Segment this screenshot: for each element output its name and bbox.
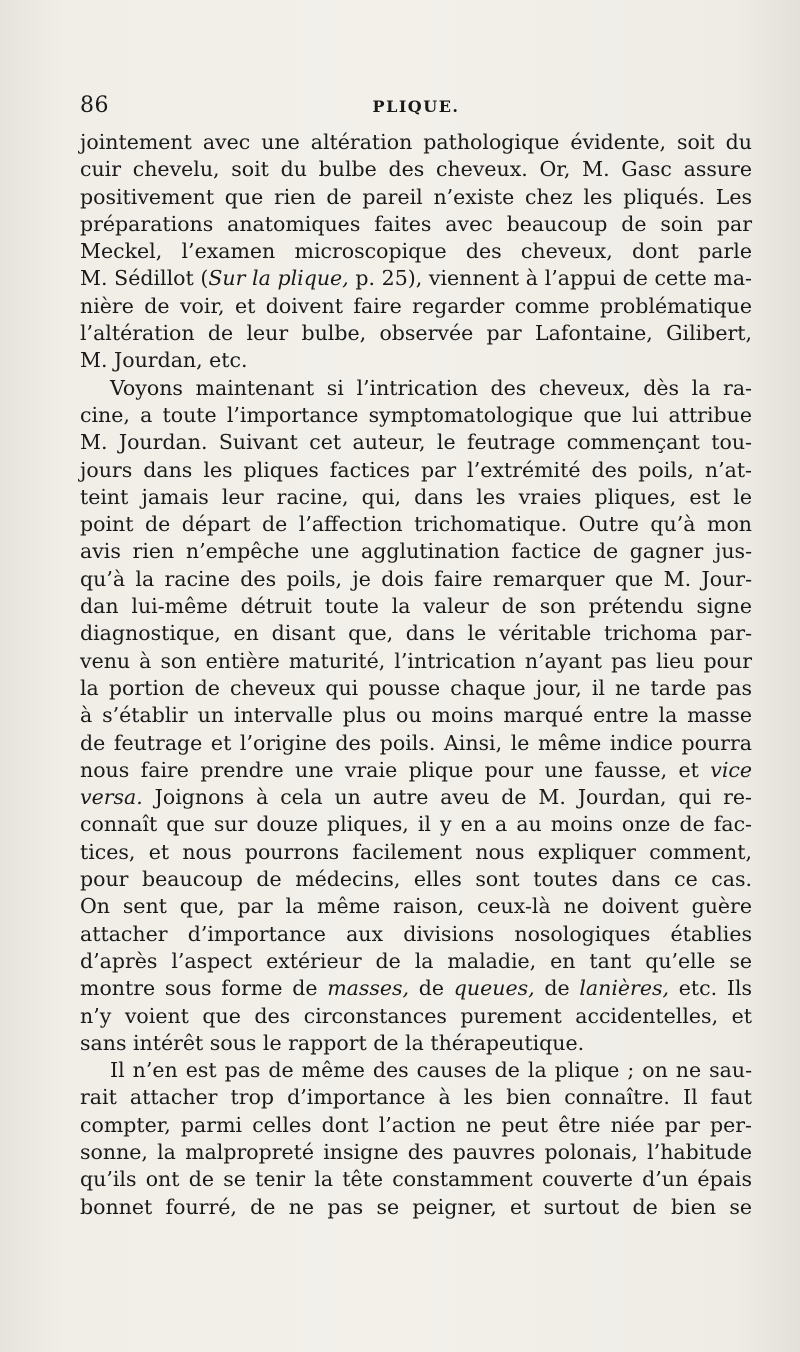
text-line: positivement que rien de pareil n’existe chez les pliqués. Les [80, 184, 752, 209]
text-run: de [409, 976, 454, 1001]
italic-term: masses, [327, 976, 410, 1001]
italic-phrase: vice [710, 757, 752, 782]
text-run: de [534, 976, 580, 1001]
text-line: l’altération de leur bulbe, observée par Lafontaine, Gilibert, [80, 321, 752, 346]
text-line: On sent que, par la même raison, ceux-là ne doivent guère [80, 894, 752, 919]
text-line: connaît que sur douze pliques, il y en a au moins onze de fac- [80, 812, 752, 837]
text-line [80, 784, 752, 811]
text-line: bonnet fourré, de ne pas se peigner, et surtout de bien se [80, 1194, 752, 1219]
text-line: point de départ de l’affection trichomatique. Outre qu’à mon [80, 512, 752, 537]
text-line: dan lui-même détruit toute la valeur de son prétendu signe [80, 594, 752, 619]
text-line: cine, a toute l’importance symptomatologique que lui attribue [80, 402, 752, 427]
text-line: la portion de cheveux qui pousse chaque jour, il ne tarde pas [80, 675, 752, 700]
text-line: Voyons maintenant si l’intrication des cheveux, dès la ra- [110, 375, 752, 400]
text-line: jointement avec une altération pathologique évidente, soit du [80, 130, 752, 154]
italic-term: lanières, [579, 976, 669, 1001]
text-run: nous faire prendre une vraie plique pour une fausse, et [80, 757, 711, 782]
text-line: sonne, la malpropreté insigne des pauvres polonais, l’habitude [80, 1139, 752, 1164]
text-line: M. Jourdan, etc. [80, 348, 248, 373]
text-run: Joignons à cela un autre aveu de M. Jourdan, qui re- [142, 785, 752, 810]
text-line: cuir chevelu, soit du bulbe des cheveux. Or, M. Gasc assure [80, 157, 752, 182]
text-line: préparations anatomiques faites avec beaucoup de soin par [80, 211, 752, 236]
text-line: Meckel, l’examen microscopique des cheveux, dont parle [80, 239, 752, 264]
text-line: rait attacher trop d’importance à les bien connaître. Il faut [80, 1085, 752, 1110]
text-line [80, 265, 752, 292]
text-line: attacher d’importance aux divisions nosologiques établies [80, 921, 752, 946]
text-line: compter, parmi celles dont l’action ne peut être niée par per- [80, 1112, 752, 1137]
running-head: PLIQUE. [372, 97, 460, 116]
text-line: venu à son entière maturité, l’intrication n’ayant pas lieu pour [80, 648, 752, 673]
text-line: avis rien n’empêche une agglutination factice de gagner jus- [80, 539, 752, 564]
italic-phrase: versa. [80, 785, 143, 810]
text-line: diagnostique, en disant que, dans le véritable trichoma par- [80, 621, 752, 646]
text-run: etc. Ils [669, 976, 752, 1001]
text-line: teint jamais leur racine, qui, dans les vraies pliques, est le [80, 484, 752, 509]
text-line: Il n’en est pas de même des causes de la plique ; on ne sau- [110, 1058, 752, 1083]
body-text [80, 129, 752, 1221]
page-number: 86 [80, 93, 109, 118]
text-run: p. 25), viennent à l’appui de cette ma- [348, 266, 752, 291]
text-line: de feutrage et l’origine des poils. Ainsi, le même indice pourra [80, 730, 752, 755]
text-line: tices, et nous pourrons facilement nous expliquer comment, [80, 839, 752, 864]
text-line: à s’établir un intervalle plus ou moins marqué entre la masse [80, 703, 752, 728]
text-line: n’y voient que des circonstances purement accidentelles, et [80, 1003, 752, 1028]
text-run: M. Sédillot ( [80, 266, 209, 291]
italic-term: queues, [453, 976, 535, 1001]
text-run: montre sous forme de [80, 976, 328, 1001]
page-header [80, 93, 752, 123]
text-line: sans intérêt sous le rapport de la thérapeutique. [80, 1030, 585, 1055]
text-line: qu’ils ont de se tenir la tête constamment couverte d’un épais [80, 1167, 752, 1192]
text-line: M. Jourdan. Suivant cet auteur, le feutrage commençant tou- [80, 430, 752, 455]
text-line: pour beaucoup de médecins, elles sont toutes dans ce cas. [80, 867, 752, 892]
text-line [80, 757, 752, 784]
text-line: d’après l’aspect extérieur de la maladie, en tant qu’elle se [80, 948, 752, 973]
text-line: qu’à la racine des poils, je dois faire remarquer que M. Jour- [80, 566, 752, 591]
text-line: nière de voir, et doivent faire regarder comme problématique [80, 293, 752, 318]
text-line: jours dans les pliques factices par l’extrémité des poils, n’at- [80, 457, 752, 482]
text-line [80, 975, 752, 1002]
italic-title: Sur la plique, [208, 266, 349, 291]
